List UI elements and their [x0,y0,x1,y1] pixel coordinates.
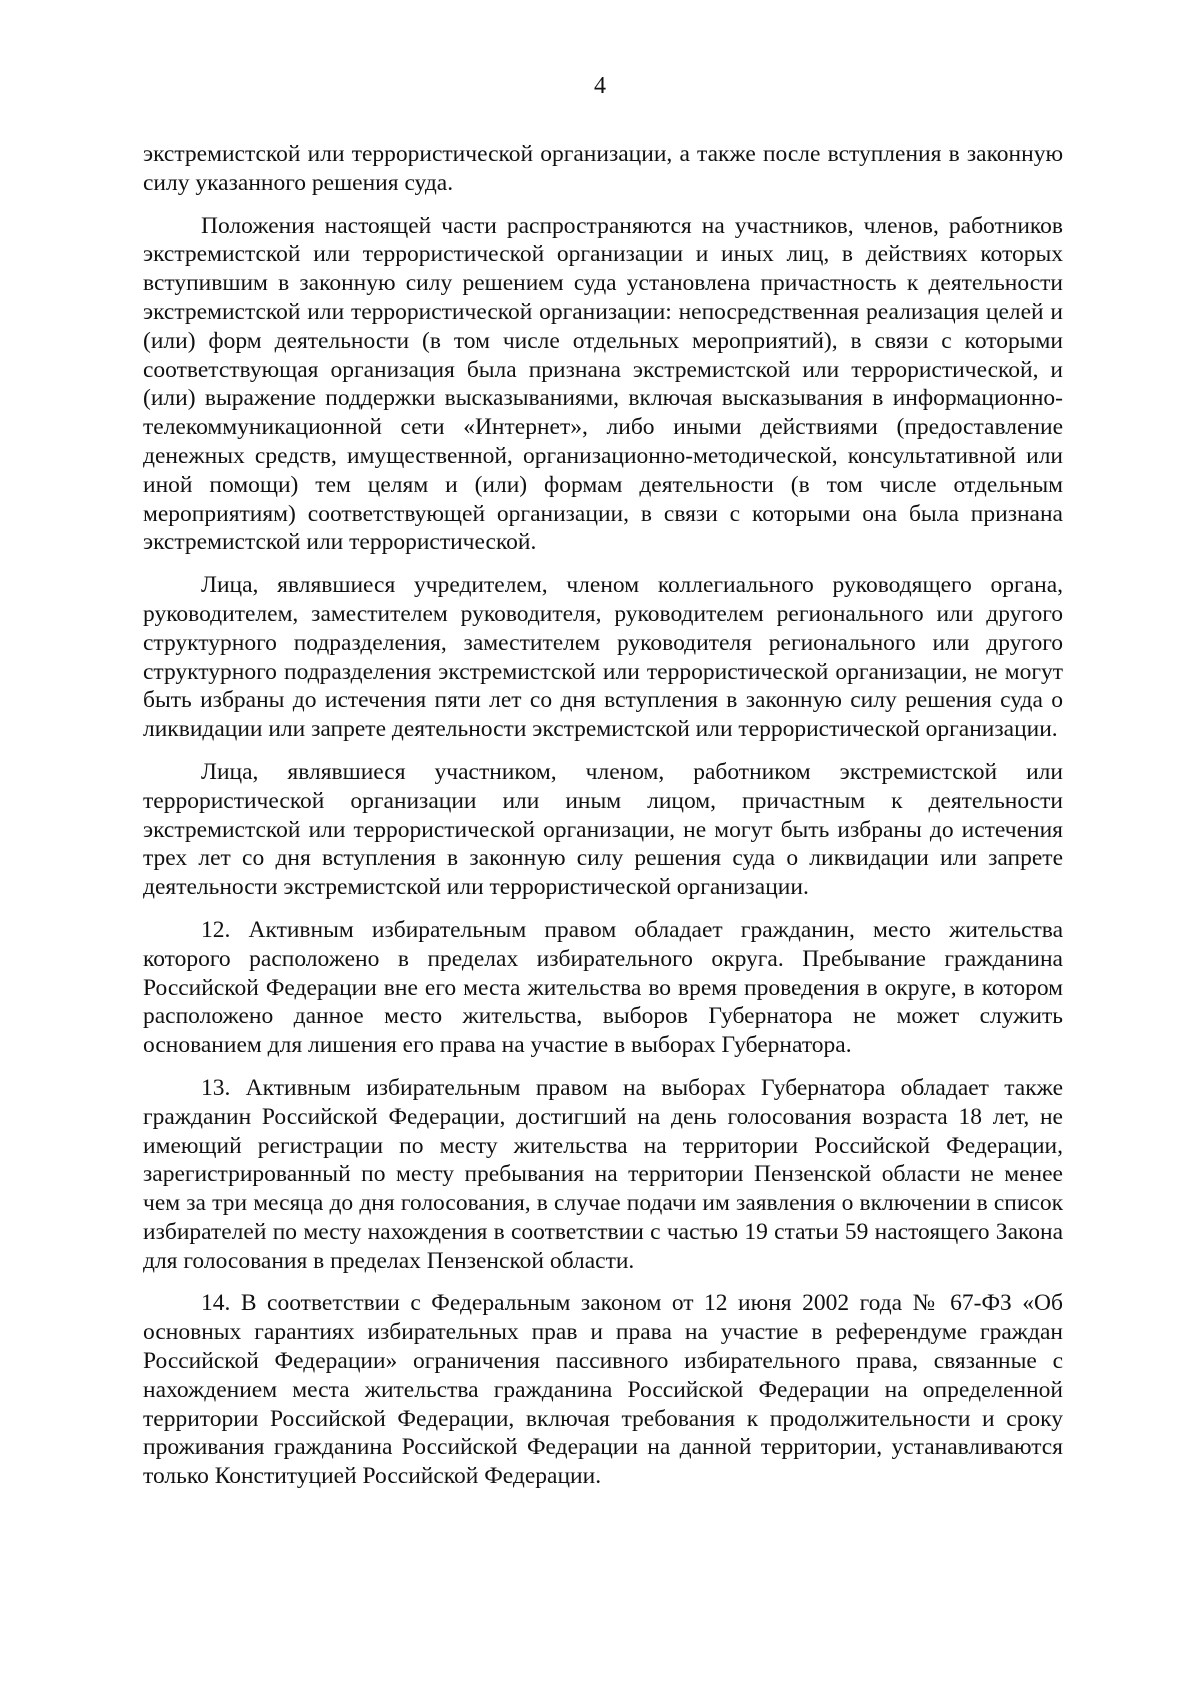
paragraph-founders-five-years: Лица, являвшиеся учредителем, членом коллегиального руководящего органа, руководителем, заместителем руководителя, руководителем регионального или другого структурного подразделения, заместителем руководителя регионального или другого структурного подразделения экстремистской или террористической организации, не могут быть избраны до истечения пяти лет со дня вступления в законную силу решения суда о ликвидации или запрете деятельности экстремистской или террористической организации. [143,572,1063,743]
paragraph-item-14: 14. В соответствии с Федеральным законом от 12 июня 2002 года № 67-ФЗ «Об основных гарантиях избирательных прав и права на участие в референдуме граждан Российской Федерации» ограничения пассивного избирательного права, связанные с нахождением места жительства гражданина Российской Федерации на определенной территории Российской Федерации, включая требования к продолжительности и сроку проживания гражданина Российской Федерации на данной территории, устанавливаются только Конституцией Российской Федерации. [143,1290,1063,1490]
paragraph-item-12: 12. Активным избирательным правом обладает гражданин, место жительства которого расположено в пределах избирательного округа. Пребывание гражданина Российской Федерации вне его места жительства во время проведения в округе, в котором расположено данное место жительства, выборов Губернатора не может служить основанием для лишения его права на участие в выборах Губернатора. [143,916,1063,1059]
paragraph-participants-three-years: Лица, являвшиеся участником, членом, работником экстремистской или террористической организации или иным лицом, причастным к деятельности экстремистской или террористической организации, не могут быть избраны до истечения трех лет со дня вступления в законную силу решения суда о ликвидации или запрете деятельности экстремистской или террористической организации. [143,758,1063,901]
paragraph-item-13: 13. Активным избирательным правом на выборах Губернатора обладает также гражданин Российской Федерации, достигший на день голосования возраста 18 лет, не имеющий регистрации по месту жительства на территории Российской Федерации, зарегистрированный по месту пребывания на территории Пензенской области не менее чем за три месяца до дня голосования, в случае подачи им заявления о включении в список избирателей по месту нахождения в соответствии с частью 19 статьи 59 настоящего Закона для голосования в пределах Пензенской области. [143,1074,1063,1274]
paragraph-continuation: экстремистской или террористической организации, а также после вступления в законную силу указанного решения суда. [143,141,1063,196]
paragraph-provisions-scope: Положения настоящей части распространяются на участников, членов, работников экстремистской или террористической организации и иных лиц, в действиях которых вступившим в законную силу решением суда установлена причастность к деятельности экстремистской или террористической организации: непосредственная реализация целей и (или) форм деятельности (в том числе отдельных мероприятий), в связи с которыми соответствующая организация была признана экстремистской или террористической, и (или) выражение поддержки высказываниями, включая высказывания в информационно-телекоммуникационной сети «Интернет», либо иными действиями (предоставление денежных средств, имущественной, организационно-методической, консультативной или иной помощи) тем целям и (или) формам деятельности (в том числе отдельным мероприятиям) соответствующей организации, в связи с которыми она была признана экстремистской или террористической. [143,212,1063,556]
document-body [143,140,1063,1505]
page-number: 4 [594,73,606,99]
